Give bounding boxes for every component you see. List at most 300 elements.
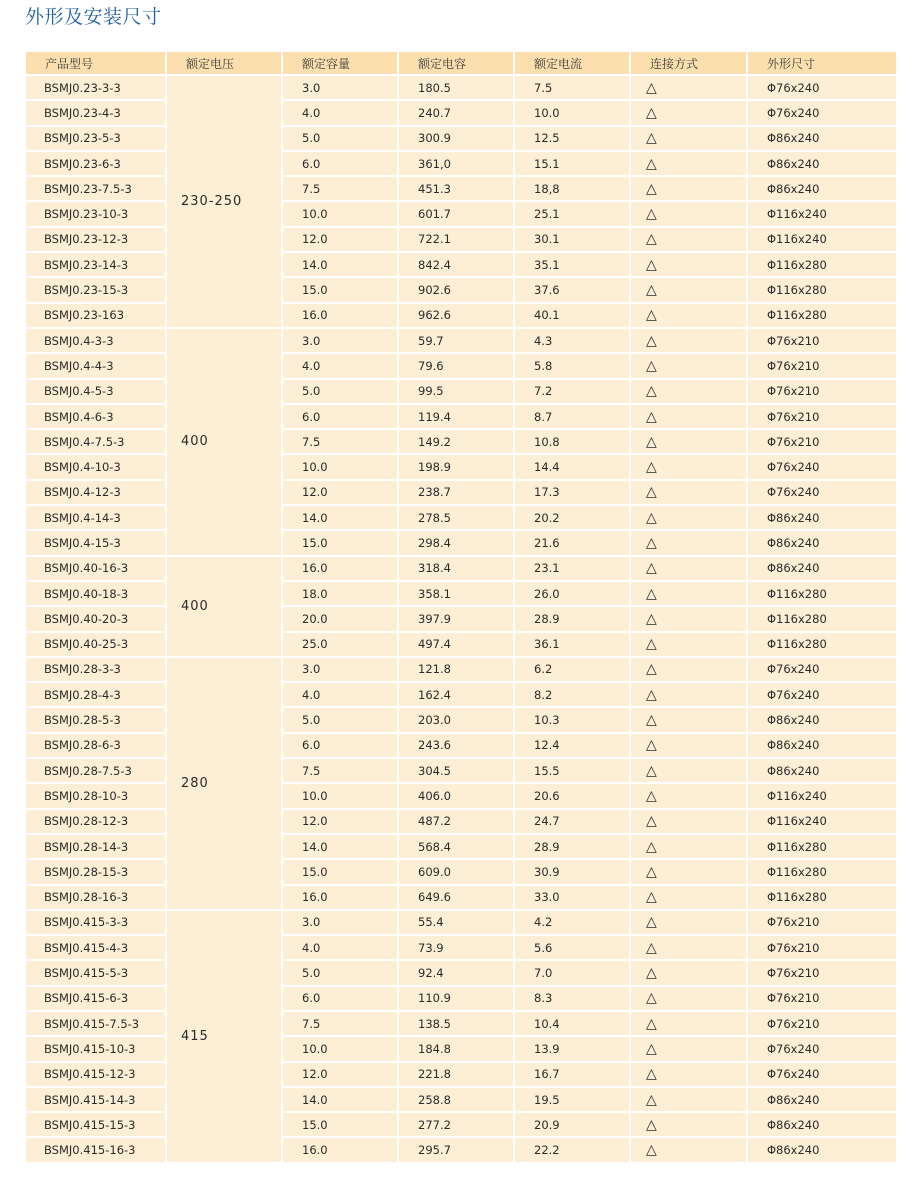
dimensions-cell: Φ76x210 [748, 987, 896, 1010]
dimensions-cell: Φ86x240 [748, 708, 896, 731]
capacity-cell: 16.0 [283, 886, 397, 909]
capacity-cell: 5.0 [283, 380, 397, 403]
dimensions-cell: Φ76x210 [748, 354, 896, 377]
capacitance-cell: 601.7 [399, 202, 513, 225]
dimensions-cell: Φ86x240 [748, 531, 896, 554]
header-voltage: 额定电压 [167, 52, 281, 74]
capacity-cell: 14.0 [283, 253, 397, 276]
capacity-cell: 5.0 [283, 127, 397, 150]
model-cell: BSMJ0.4-12-3 [26, 481, 165, 504]
current-cell: 24.7 [515, 810, 629, 833]
capacitance-cell: 55.4 [399, 911, 513, 934]
table-row [26, 734, 896, 757]
dimensions-cell: Φ76x240 [748, 683, 896, 706]
current-cell: 8.2 [515, 683, 629, 706]
table-row [26, 1037, 896, 1060]
connection-cell: △ [631, 127, 746, 150]
capacity-cell: 16.0 [283, 557, 397, 580]
table-row [26, 101, 896, 124]
table-row [26, 1063, 896, 1086]
capacity-cell: 20.0 [283, 607, 397, 630]
capacitance-cell: 258.8 [399, 1088, 513, 1111]
model-cell: BSMJ0.28-10-3 [26, 784, 165, 807]
model-cell: BSMJ0.28-16-3 [26, 886, 165, 909]
dimensions-cell: Φ116x280 [748, 835, 896, 858]
capacity-cell: 3.0 [283, 658, 397, 681]
connection-cell: △ [631, 1088, 746, 1111]
capacity-cell: 14.0 [283, 1088, 397, 1111]
capacitance-cell: 198.9 [399, 455, 513, 478]
connection-cell: △ [631, 455, 746, 478]
capacity-cell: 6.0 [283, 987, 397, 1010]
capacitance-cell: 361,0 [399, 152, 513, 175]
model-cell: BSMJ0.28-7.5-3 [26, 759, 165, 782]
model-cell: BSMJ0.415-16-3 [26, 1138, 165, 1161]
table-row [26, 784, 896, 807]
connection-cell: △ [631, 633, 746, 656]
model-cell: BSMJ0.28-12-3 [26, 810, 165, 833]
model-cell: BSMJ0.28-6-3 [26, 734, 165, 757]
connection-cell: △ [631, 101, 746, 124]
dimensions-cell: Φ86x240 [748, 759, 896, 782]
capacitance-cell: 649.6 [399, 886, 513, 909]
current-cell: 20.9 [515, 1113, 629, 1136]
current-cell: 25.1 [515, 202, 629, 225]
capacitance-cell: 406.0 [399, 784, 513, 807]
capacity-cell: 10.0 [283, 1037, 397, 1060]
dimensions-cell: Φ76x240 [748, 1063, 896, 1086]
capacity-cell: 16.0 [283, 1138, 397, 1161]
capacity-cell: 10.0 [283, 202, 397, 225]
capacity-cell: 5.0 [283, 961, 397, 984]
capacity-cell: 4.0 [283, 936, 397, 959]
model-cell: BSMJ0.415-3-3 [26, 911, 165, 934]
current-cell: 30.1 [515, 228, 629, 251]
connection-cell: △ [631, 835, 746, 858]
dimensions-cell: Φ76x240 [748, 658, 896, 681]
current-cell: 21.6 [515, 531, 629, 554]
capacity-cell: 7.5 [283, 177, 397, 200]
current-cell: 20.6 [515, 784, 629, 807]
dimensions-cell: Φ86x240 [748, 127, 896, 150]
capacity-cell: 15.0 [283, 860, 397, 883]
current-cell: 36.1 [515, 633, 629, 656]
current-cell: 26.0 [515, 582, 629, 605]
dimensions-cell: Φ86x240 [748, 1088, 896, 1111]
dimensions-cell: Φ116x280 [748, 304, 896, 327]
capacitance-cell: 73.9 [399, 936, 513, 959]
current-cell: 8.7 [515, 405, 629, 428]
current-cell: 7.5 [515, 76, 629, 99]
dimensions-cell: Φ116x280 [748, 278, 896, 301]
capacity-cell: 3.0 [283, 911, 397, 934]
table-row [26, 936, 896, 959]
model-cell: BSMJ0.23-3-3 [26, 76, 165, 99]
model-cell: BSMJ0.23-10-3 [26, 202, 165, 225]
capacitance-cell: 119.4 [399, 405, 513, 428]
model-cell: BSMJ0.4-4-3 [26, 354, 165, 377]
capacity-cell: 12.0 [283, 481, 397, 504]
model-cell: BSMJ0.23-5-3 [26, 127, 165, 150]
dimensions-cell: Φ116x280 [748, 886, 896, 909]
connection-cell: △ [631, 1138, 746, 1161]
dimensions-cell: Φ76x210 [748, 961, 896, 984]
current-cell: 23.1 [515, 557, 629, 580]
connection-cell: △ [631, 76, 746, 99]
capacitance-cell: 162.4 [399, 683, 513, 706]
model-cell: BSMJ0.23-4-3 [26, 101, 165, 124]
table-row [26, 127, 896, 150]
model-cell: BSMJ0.415-5-3 [26, 961, 165, 984]
capacity-cell: 10.0 [283, 455, 397, 478]
dimensions-cell: Φ86x240 [748, 1138, 896, 1161]
dimensions-cell: Φ86x240 [748, 734, 896, 757]
table-row [26, 506, 896, 529]
model-cell: BSMJ0.4-6-3 [26, 405, 165, 428]
dimensions-cell: Φ76x240 [748, 101, 896, 124]
dimensions-cell: Φ86x240 [748, 152, 896, 175]
capacity-cell: 15.0 [283, 278, 397, 301]
dimensions-cell: Φ116x280 [748, 253, 896, 276]
connection-cell: △ [631, 1113, 746, 1136]
connection-cell: △ [631, 987, 746, 1010]
dimensions-cell: Φ86x240 [748, 177, 896, 200]
table-row [26, 76, 896, 99]
table-row [26, 304, 896, 327]
table-row [26, 759, 896, 782]
capacitance-cell: 304.5 [399, 759, 513, 782]
model-cell: BSMJ0.415-7.5-3 [26, 1012, 165, 1035]
current-cell: 28.9 [515, 835, 629, 858]
connection-cell: △ [631, 329, 746, 352]
dimensions-cell: Φ86x240 [748, 1113, 896, 1136]
connection-cell: △ [631, 177, 746, 200]
capacitance-cell: 487.2 [399, 810, 513, 833]
current-cell: 33.0 [515, 886, 629, 909]
current-cell: 22.2 [515, 1138, 629, 1161]
model-cell: BSMJ0.28-3-3 [26, 658, 165, 681]
model-cell: BSMJ0.23-6-3 [26, 152, 165, 175]
connection-cell: △ [631, 506, 746, 529]
connection-cell: △ [631, 1012, 746, 1035]
dimensions-cell: Φ86x240 [748, 506, 896, 529]
capacity-cell: 7.5 [283, 759, 397, 782]
capacity-cell: 4.0 [283, 683, 397, 706]
connection-cell: △ [631, 228, 746, 251]
model-cell: BSMJ0.4-7.5-3 [26, 430, 165, 453]
table-row [26, 430, 896, 453]
spec-table [24, 50, 898, 1164]
capacitance-cell: 497.4 [399, 633, 513, 656]
table-row [26, 911, 896, 934]
current-cell: 5.6 [515, 936, 629, 959]
capacity-cell: 7.5 [283, 430, 397, 453]
model-cell: BSMJ0.415-12-3 [26, 1063, 165, 1086]
capacitance-cell: 184.8 [399, 1037, 513, 1060]
dimensions-cell: Φ76x240 [748, 1037, 896, 1060]
model-cell: BSMJ0.4-14-3 [26, 506, 165, 529]
current-cell: 12.5 [515, 127, 629, 150]
current-cell: 17.3 [515, 481, 629, 504]
model-cell: BSMJ0.23-163 [26, 304, 165, 327]
table-row [26, 405, 896, 428]
dimensions-cell: Φ76x240 [748, 455, 896, 478]
page-title: 外形及安装尺寸 [25, 6, 162, 28]
capacity-cell: 6.0 [283, 734, 397, 757]
connection-cell: △ [631, 911, 746, 934]
capacitance-cell: 221.8 [399, 1063, 513, 1086]
capacitance-cell: 451.3 [399, 177, 513, 200]
connection-cell: △ [631, 304, 746, 327]
table-row [26, 380, 896, 403]
current-cell: 35.1 [515, 253, 629, 276]
header-capacity: 额定容量 [283, 52, 397, 74]
voltage-cell: 280 [167, 658, 281, 909]
capacity-cell: 4.0 [283, 101, 397, 124]
capacity-cell: 6.0 [283, 152, 397, 175]
dimensions-cell: Φ116x240 [748, 202, 896, 225]
capacitance-cell: 240.7 [399, 101, 513, 124]
current-cell: 10.0 [515, 101, 629, 124]
connection-cell: △ [631, 557, 746, 580]
model-cell: BSMJ0.23-14-3 [26, 253, 165, 276]
current-cell: 37.6 [515, 278, 629, 301]
table-row [26, 253, 896, 276]
capacity-cell: 18.0 [283, 582, 397, 605]
dimensions-cell: Φ76x210 [748, 911, 896, 934]
model-cell: BSMJ0.40-20-3 [26, 607, 165, 630]
current-cell: 16.7 [515, 1063, 629, 1086]
capacitance-cell: 277.2 [399, 1113, 513, 1136]
connection-cell: △ [631, 708, 746, 731]
voltage-cell: 400 [167, 329, 281, 555]
model-cell: BSMJ0.4-10-3 [26, 455, 165, 478]
model-cell: BSMJ0.415-15-3 [26, 1113, 165, 1136]
capacity-cell: 15.0 [283, 531, 397, 554]
dimensions-cell: Φ76x210 [748, 1012, 896, 1035]
capacitance-cell: 138.5 [399, 1012, 513, 1035]
dimensions-cell: Φ86x240 [748, 557, 896, 580]
model-cell: BSMJ0.4-5-3 [26, 380, 165, 403]
connection-cell: △ [631, 582, 746, 605]
connection-cell: △ [631, 860, 746, 883]
current-cell: 10.3 [515, 708, 629, 731]
connection-cell: △ [631, 202, 746, 225]
table-row [26, 202, 896, 225]
capacity-cell: 5.0 [283, 708, 397, 731]
capacitance-cell: 902.6 [399, 278, 513, 301]
current-cell: 7.0 [515, 961, 629, 984]
model-cell: BSMJ0.415-10-3 [26, 1037, 165, 1060]
connection-cell: △ [631, 380, 746, 403]
table-row [26, 886, 896, 909]
connection-cell: △ [631, 152, 746, 175]
connection-cell: △ [631, 278, 746, 301]
connection-cell: △ [631, 607, 746, 630]
table-row [26, 835, 896, 858]
capacitance-cell: 300.9 [399, 127, 513, 150]
dimensions-cell: Φ116x280 [748, 860, 896, 883]
capacity-cell: 12.0 [283, 1063, 397, 1086]
capacity-cell: 15.0 [283, 1113, 397, 1136]
table-row [26, 683, 896, 706]
model-cell: BSMJ0.415-6-3 [26, 987, 165, 1010]
dimensions-cell: Φ116x280 [748, 633, 896, 656]
capacitance-cell: 842.4 [399, 253, 513, 276]
capacitance-cell: 79.6 [399, 354, 513, 377]
model-cell: BSMJ0.23-7.5-3 [26, 177, 165, 200]
connection-cell: △ [631, 1063, 746, 1086]
dimensions-cell: Φ116x240 [748, 784, 896, 807]
capacitance-cell: 121.8 [399, 658, 513, 681]
connection-cell: △ [631, 430, 746, 453]
model-cell: BSMJ0.40-18-3 [26, 582, 165, 605]
connection-cell: △ [631, 1037, 746, 1060]
table-row [26, 354, 896, 377]
capacitance-cell: 298.4 [399, 531, 513, 554]
connection-cell: △ [631, 784, 746, 807]
current-cell: 6.2 [515, 658, 629, 681]
connection-cell: △ [631, 886, 746, 909]
capacitance-cell: 59.7 [399, 329, 513, 352]
connection-cell: △ [631, 405, 746, 428]
current-cell: 40.1 [515, 304, 629, 327]
model-cell: BSMJ0.40-16-3 [26, 557, 165, 580]
dimensions-cell: Φ76x240 [748, 481, 896, 504]
capacitance-cell: 295.7 [399, 1138, 513, 1161]
voltage-cell: 400 [167, 557, 281, 656]
table-row [26, 228, 896, 251]
model-cell: BSMJ0.415-4-3 [26, 936, 165, 959]
table-row [26, 860, 896, 883]
dimensions-cell: Φ76x240 [748, 76, 896, 99]
current-cell: 5.8 [515, 354, 629, 377]
table-header-row [26, 52, 896, 74]
table-row [26, 607, 896, 630]
table-row [26, 557, 896, 580]
table-row [26, 708, 896, 731]
current-cell: 14.4 [515, 455, 629, 478]
table-row [26, 1088, 896, 1111]
capacity-cell: 25.0 [283, 633, 397, 656]
capacitance-cell: 92.4 [399, 961, 513, 984]
model-cell: BSMJ0.40-25-3 [26, 633, 165, 656]
table-row [26, 987, 896, 1010]
capacity-cell: 3.0 [283, 76, 397, 99]
capacity-cell: 14.0 [283, 506, 397, 529]
capacitance-cell: 149.2 [399, 430, 513, 453]
table-row [26, 961, 896, 984]
current-cell: 4.2 [515, 911, 629, 934]
table-row [26, 481, 896, 504]
capacitance-cell: 722.1 [399, 228, 513, 251]
table-row [26, 177, 896, 200]
capacity-cell: 7.5 [283, 1012, 397, 1035]
current-cell: 8.3 [515, 987, 629, 1010]
capacitance-cell: 962.6 [399, 304, 513, 327]
voltage-cell: 415 [167, 911, 281, 1162]
capacitance-cell: 568.4 [399, 835, 513, 858]
model-cell: BSMJ0.23-12-3 [26, 228, 165, 251]
current-cell: 15.1 [515, 152, 629, 175]
capacitance-cell: 243.6 [399, 734, 513, 757]
connection-cell: △ [631, 354, 746, 377]
connection-cell: △ [631, 481, 746, 504]
table-row [26, 1138, 896, 1161]
current-cell: 20.2 [515, 506, 629, 529]
current-cell: 30.9 [515, 860, 629, 883]
current-cell: 28.9 [515, 607, 629, 630]
capacitance-cell: 278.5 [399, 506, 513, 529]
capacity-cell: 6.0 [283, 405, 397, 428]
model-cell: BSMJ0.4-15-3 [26, 531, 165, 554]
current-cell: 7.2 [515, 380, 629, 403]
current-cell: 15.5 [515, 759, 629, 782]
capacitance-cell: 238.7 [399, 481, 513, 504]
table-row [26, 329, 896, 352]
capacitance-cell: 318.4 [399, 557, 513, 580]
current-cell: 10.4 [515, 1012, 629, 1035]
table-row [26, 278, 896, 301]
connection-cell: △ [631, 759, 746, 782]
dimensions-cell: Φ76x210 [748, 936, 896, 959]
capacitance-cell: 397.9 [399, 607, 513, 630]
capacity-cell: 4.0 [283, 354, 397, 377]
header-current: 额定电流 [515, 52, 629, 74]
capacitance-cell: 180.5 [399, 76, 513, 99]
capacitance-cell: 203.0 [399, 708, 513, 731]
table-row [26, 531, 896, 554]
table-row [26, 658, 896, 681]
dimensions-cell: Φ116x280 [748, 582, 896, 605]
current-cell: 4.3 [515, 329, 629, 352]
model-cell: BSMJ0.28-14-3 [26, 835, 165, 858]
table-row [26, 152, 896, 175]
table-row [26, 633, 896, 656]
dimensions-cell: Φ76x210 [748, 329, 896, 352]
connection-cell: △ [631, 936, 746, 959]
header-connection: 连接方式 [631, 52, 746, 74]
dimensions-cell: Φ116x240 [748, 228, 896, 251]
current-cell: 13.9 [515, 1037, 629, 1060]
header-model: 产品型号 [26, 52, 165, 74]
table-row [26, 455, 896, 478]
capacitance-cell: 110.9 [399, 987, 513, 1010]
model-cell: BSMJ0.28-4-3 [26, 683, 165, 706]
capacitance-cell: 99.5 [399, 380, 513, 403]
connection-cell: △ [631, 734, 746, 757]
model-cell: BSMJ0.415-14-3 [26, 1088, 165, 1111]
model-cell: BSMJ0.28-15-3 [26, 860, 165, 883]
connection-cell: △ [631, 961, 746, 984]
capacity-cell: 10.0 [283, 784, 397, 807]
model-cell: BSMJ0.28-5-3 [26, 708, 165, 731]
dimensions-cell: Φ116x280 [748, 607, 896, 630]
model-cell: BSMJ0.4-3-3 [26, 329, 165, 352]
capacity-cell: 14.0 [283, 835, 397, 858]
current-cell: 18,8 [515, 177, 629, 200]
capacitance-cell: 358.1 [399, 582, 513, 605]
table-row [26, 1113, 896, 1136]
current-cell: 12.4 [515, 734, 629, 757]
table-row [26, 582, 896, 605]
connection-cell: △ [631, 810, 746, 833]
header-capacitance: 额定电容 [399, 52, 513, 74]
dimensions-cell: Φ76x210 [748, 430, 896, 453]
connection-cell: △ [631, 253, 746, 276]
table-row [26, 1012, 896, 1035]
dimensions-cell: Φ116x240 [748, 810, 896, 833]
